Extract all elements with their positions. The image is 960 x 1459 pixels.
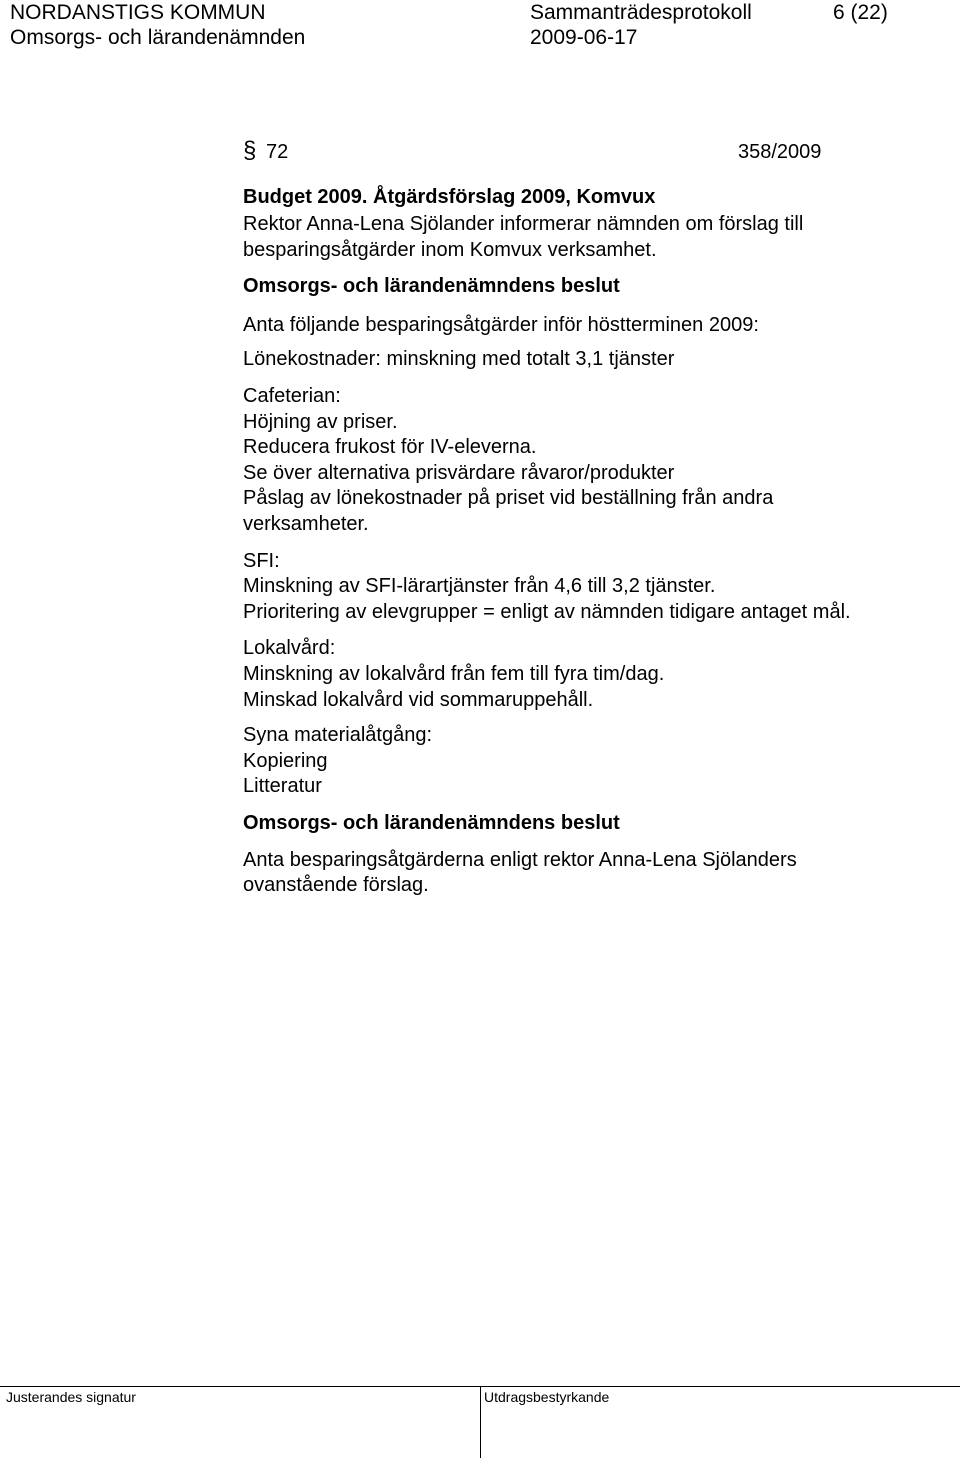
materials-item: Kopiering [243, 750, 328, 772]
extract-label: Utdragsbestyrkande [484, 1389, 610, 1405]
final-decision-line: Anta besparingsåtgärderna enligt rektor Anna-Lena Sjölanders [243, 849, 797, 871]
sfi-item: Minskning av SFI-lärartjänster från 4,6 till 3,2 tjänster. [243, 575, 716, 597]
cleaning-heading: Lokalvård: [243, 637, 336, 659]
final-decision-line: ovanstående förslag. [243, 874, 429, 896]
cafeteria-item: Reducera frukost för IV-eleverna. [243, 436, 537, 458]
organization-name: NORDANSTIGS KOMMUN [10, 1, 266, 24]
decision-heading: Omsorgs- och lärandenämndens beslut [243, 275, 620, 297]
committee-name: Omsorgs- och lärandenämnden [10, 26, 306, 49]
cleaning-item: Minskning av lokalvård från fem till fyra tim/dag. [243, 663, 665, 685]
sfi-heading: SFI: [243, 550, 280, 572]
cafeteria-heading: Cafeterian: [243, 385, 341, 407]
cafeteria-item: verksamheter. [243, 513, 369, 535]
meeting-date: 2009-06-17 [530, 26, 638, 49]
paragraph-title: Budget 2009. Åtgärdsförslag 2009, Komvux [243, 186, 656, 208]
intro-line: Rektor Anna-Lena Sjölander informerar nämnden om förslag till [243, 213, 804, 235]
intro-line: besparingsåtgärder inom Komvux verksamhet. [243, 239, 657, 261]
cafeteria-item: Höjning av priser. [243, 411, 398, 433]
decision-heading: Omsorgs- och lärandenämndens beslut [243, 812, 620, 834]
materials-item: Litteratur [243, 775, 322, 797]
page-number: 6 (22) [833, 1, 888, 24]
cafeteria-item: Se över alternativa prisvärdare råvaror/produkter [243, 462, 675, 484]
cleaning-item: Minskad lokalvård vid sommaruppehåll. [243, 689, 594, 711]
section-sign: § [243, 137, 257, 164]
materials-heading: Syna materialåtgång: [243, 724, 433, 746]
signature-label: Justerandes signatur [6, 1389, 136, 1405]
document-type: Sammanträdesprotokoll [530, 1, 752, 24]
paragraph-number: 72 [266, 141, 289, 163]
decision-intro: Anta följande besparingsåtgärder inför höstterminen 2009: [243, 314, 759, 336]
case-reference: 358/2009 [738, 141, 822, 163]
footer-divider [480, 1386, 481, 1458]
salary-line: Lönekostnader: minskning med totalt 3,1 tjänster [243, 348, 675, 370]
sfi-item: Prioritering av elevgrupper = enligt av nämnden tidigare antaget mål. [243, 601, 851, 623]
cafeteria-item: Påslag av lönekostnader på priset vid beställning från andra [243, 487, 774, 509]
